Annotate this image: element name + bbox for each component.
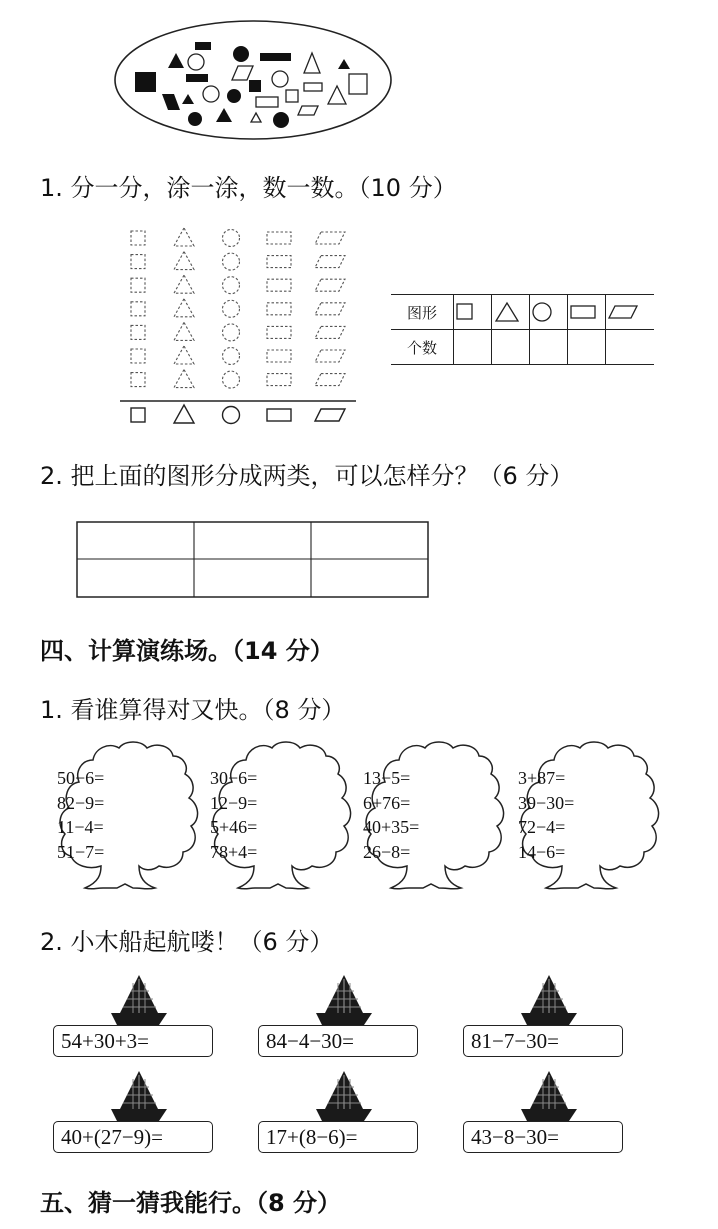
header-rectangle-cell — [568, 295, 606, 330]
base-circle-shape — [223, 407, 240, 424]
boat-5 — [314, 1069, 374, 1121]
white-triangle-shape — [328, 86, 346, 104]
sailboat-icon — [109, 973, 169, 1025]
boat-4 — [109, 1069, 169, 1121]
shape-count-table — [391, 294, 654, 365]
tree-1 — [55, 738, 205, 893]
dashed-circle-shape[interactable] — [223, 230, 240, 247]
tree-equation[interactable]: 12−9= — [210, 792, 258, 813]
header-circle-cell — [530, 295, 568, 330]
tree-equation[interactable]: 39−30= — [518, 792, 575, 813]
dashed-square-shape[interactable] — [131, 231, 145, 245]
tree-3 — [361, 738, 511, 893]
dashed-circle-shape[interactable] — [223, 277, 240, 294]
dashed-circle-shape[interactable] — [223, 324, 240, 341]
boat-equation: 84−4−30= — [266, 1028, 355, 1053]
dashed-rectangle-shape[interactable] — [267, 279, 291, 291]
dashed-rectangle-shape[interactable] — [267, 232, 291, 244]
tree-equation[interactable]: 14−6= — [518, 841, 566, 862]
tree-equation[interactable]: 11−4= — [57, 817, 104, 837]
boat-2 — [314, 973, 374, 1025]
boat-1 — [109, 973, 169, 1025]
dashed-square-shape[interactable] — [131, 373, 145, 387]
sailboat-icon — [314, 1069, 374, 1121]
dashed-triangle-shape[interactable] — [174, 299, 194, 317]
dashed-triangle-shape[interactable] — [174, 346, 194, 364]
section-5-title: 五、猜一猜我能行。（8 分） — [40, 1189, 342, 1217]
black-parallelogram-shape — [162, 94, 180, 110]
dashed-triangle-shape[interactable] — [174, 322, 194, 340]
count-rectangle-cell[interactable] — [568, 330, 606, 365]
dashed-circle-shape[interactable] — [223, 253, 240, 270]
boat-equation: 81−7−30= — [471, 1028, 560, 1053]
black-square-shape — [135, 72, 156, 92]
black-triangle-shape — [338, 59, 350, 69]
tree-equation[interactable]: 50−6= — [57, 768, 105, 788]
shape-row — [391, 295, 654, 330]
header-parallelogram-cell — [606, 295, 655, 330]
dashed-circle-shape[interactable] — [223, 348, 240, 365]
tree-equation[interactable]: 3+87= — [518, 768, 566, 788]
count-parallelogram-cell[interactable] — [606, 330, 655, 365]
boat-equation-box[interactable] — [53, 1025, 213, 1057]
dashed-rectangle-shape[interactable] — [267, 350, 291, 362]
tree-equation[interactable]: 78+4= — [210, 841, 258, 862]
base-triangle-shape — [174, 405, 194, 423]
dashed-parallelogram-shape[interactable] — [315, 350, 345, 362]
dashed-triangle-shape[interactable] — [174, 252, 194, 270]
white-parallelogram-shape — [298, 106, 318, 115]
circle-icon — [531, 301, 553, 323]
count-square-cell[interactable] — [454, 330, 492, 365]
shape-collection-figure — [108, 16, 398, 146]
count-row — [391, 330, 654, 365]
triangle-icon — [493, 301, 521, 323]
black-circle-shape — [188, 112, 202, 126]
dashed-rectangle-shape[interactable] — [267, 374, 291, 386]
white-circle-shape — [272, 71, 288, 87]
tree-2 — [208, 738, 358, 893]
dashed-parallelogram-shape[interactable] — [315, 256, 345, 268]
header-triangle-cell — [492, 295, 530, 330]
section-4-title: 四、计算演练场。（14 分） — [40, 637, 334, 665]
dashed-square-shape[interactable] — [131, 349, 145, 363]
white-square-shape — [349, 74, 367, 94]
base-rectangle-shape — [267, 409, 291, 421]
boat-equation-box[interactable] — [463, 1025, 623, 1057]
black-rectangle-shape — [186, 74, 208, 82]
sailboat-icon — [519, 1069, 579, 1121]
base-parallelogram-shape — [315, 409, 345, 421]
boat-3 — [519, 973, 579, 1025]
black-rectangle-shape — [260, 53, 291, 61]
dashed-square-shape[interactable] — [131, 302, 145, 316]
count-circle-cell[interactable] — [530, 330, 568, 365]
white-triangle-shape — [304, 53, 320, 73]
white-parallelogram-shape — [232, 66, 253, 80]
dashed-triangle-shape[interactable] — [174, 275, 194, 293]
tree-equation[interactable]: 51−7= — [57, 841, 105, 862]
black-triangle-shape — [216, 108, 232, 122]
black-circle-shape — [233, 46, 249, 62]
black-circle-shape — [273, 112, 289, 128]
dashed-square-shape[interactable] — [131, 278, 145, 292]
dashed-parallelogram-shape[interactable] — [315, 374, 345, 386]
tree-equation[interactable]: 5+46= — [210, 817, 258, 837]
tree-equation[interactable]: 26−8= — [363, 841, 411, 862]
tree-equation[interactable]: 72−4= — [518, 817, 566, 837]
rectangle-icon — [569, 303, 597, 321]
white-triangle-shape — [251, 113, 261, 122]
white-rectangle-shape — [256, 97, 278, 107]
section-4-question-1-title: 1. 看谁算得对又快。（8 分） — [40, 696, 346, 724]
white-rectangle-shape — [304, 83, 322, 91]
tree-equation[interactable]: 13−5= — [363, 768, 411, 788]
sailboat-icon — [519, 973, 579, 1025]
base-square-shape — [131, 408, 145, 422]
row-label-count: 个数 — [391, 330, 454, 365]
question-1-title: 1. 分一分，涂一涂，数一数。（10 分） — [40, 174, 457, 202]
dashed-square-shape[interactable] — [131, 255, 145, 269]
row-label-shape: 图形 — [391, 295, 454, 330]
boat-equation: 54+30+3= — [61, 1028, 150, 1053]
boat-equation: 17+(8−6)= — [266, 1124, 358, 1149]
black-rectangle-shape — [195, 42, 211, 50]
black-triangle-shape — [182, 94, 194, 104]
shape-coloring-chart — [118, 222, 358, 432]
dashed-rectangle-shape[interactable] — [267, 303, 291, 315]
white-circle-shape — [203, 86, 219, 102]
dashed-triangle-shape[interactable] — [174, 228, 194, 246]
boat-equation: 43−8−30= — [471, 1124, 560, 1149]
dashed-square-shape[interactable] — [131, 325, 145, 339]
dashed-circle-shape[interactable] — [223, 300, 240, 317]
dashed-parallelogram-shape[interactable] — [315, 232, 345, 244]
boat-equation-box[interactable] — [53, 1121, 213, 1153]
sailboat-icon — [109, 1069, 169, 1121]
dashed-rectangle-shape[interactable] — [267, 256, 291, 268]
black-triangle-shape — [168, 53, 184, 68]
black-circle-shape — [227, 89, 241, 103]
boat-equation-box[interactable] — [258, 1025, 418, 1057]
white-square-shape — [286, 90, 298, 102]
count-triangle-cell[interactable] — [492, 330, 530, 365]
tree-equation[interactable]: 30−6= — [210, 768, 258, 788]
sailboat-icon — [314, 973, 374, 1025]
black-square-shape — [249, 80, 261, 92]
dashed-parallelogram-shape[interactable] — [315, 279, 345, 291]
white-circle-shape — [188, 54, 204, 70]
tree-4 — [516, 738, 666, 893]
question-2-title: 2. 把上面的图形分成两类，可以怎样分？（6 分） — [40, 462, 574, 490]
dashed-parallelogram-shape[interactable] — [315, 303, 345, 315]
classification-answer-grid — [76, 521, 430, 599]
section-4-question-2-title: 2. 小木船起航喽！（6 分） — [40, 928, 334, 956]
boat-equation-box[interactable] — [463, 1121, 623, 1153]
header-square-cell — [454, 295, 492, 330]
tree-equation[interactable]: 6+76= — [363, 792, 411, 813]
tree-equation[interactable]: 82−9= — [57, 792, 105, 813]
boat-6 — [519, 1069, 579, 1121]
tree-equation[interactable]: 40+35= — [363, 817, 420, 837]
parallelogram-icon — [607, 303, 639, 321]
boat-equation: 40+(27−9)= — [61, 1124, 164, 1149]
dashed-parallelogram-shape[interactable] — [315, 326, 345, 338]
square-icon — [455, 302, 475, 322]
boat-equation-box[interactable] — [258, 1121, 418, 1153]
dashed-triangle-shape[interactable] — [174, 370, 194, 388]
dashed-circle-shape[interactable] — [223, 371, 240, 388]
dashed-rectangle-shape[interactable] — [267, 326, 291, 338]
